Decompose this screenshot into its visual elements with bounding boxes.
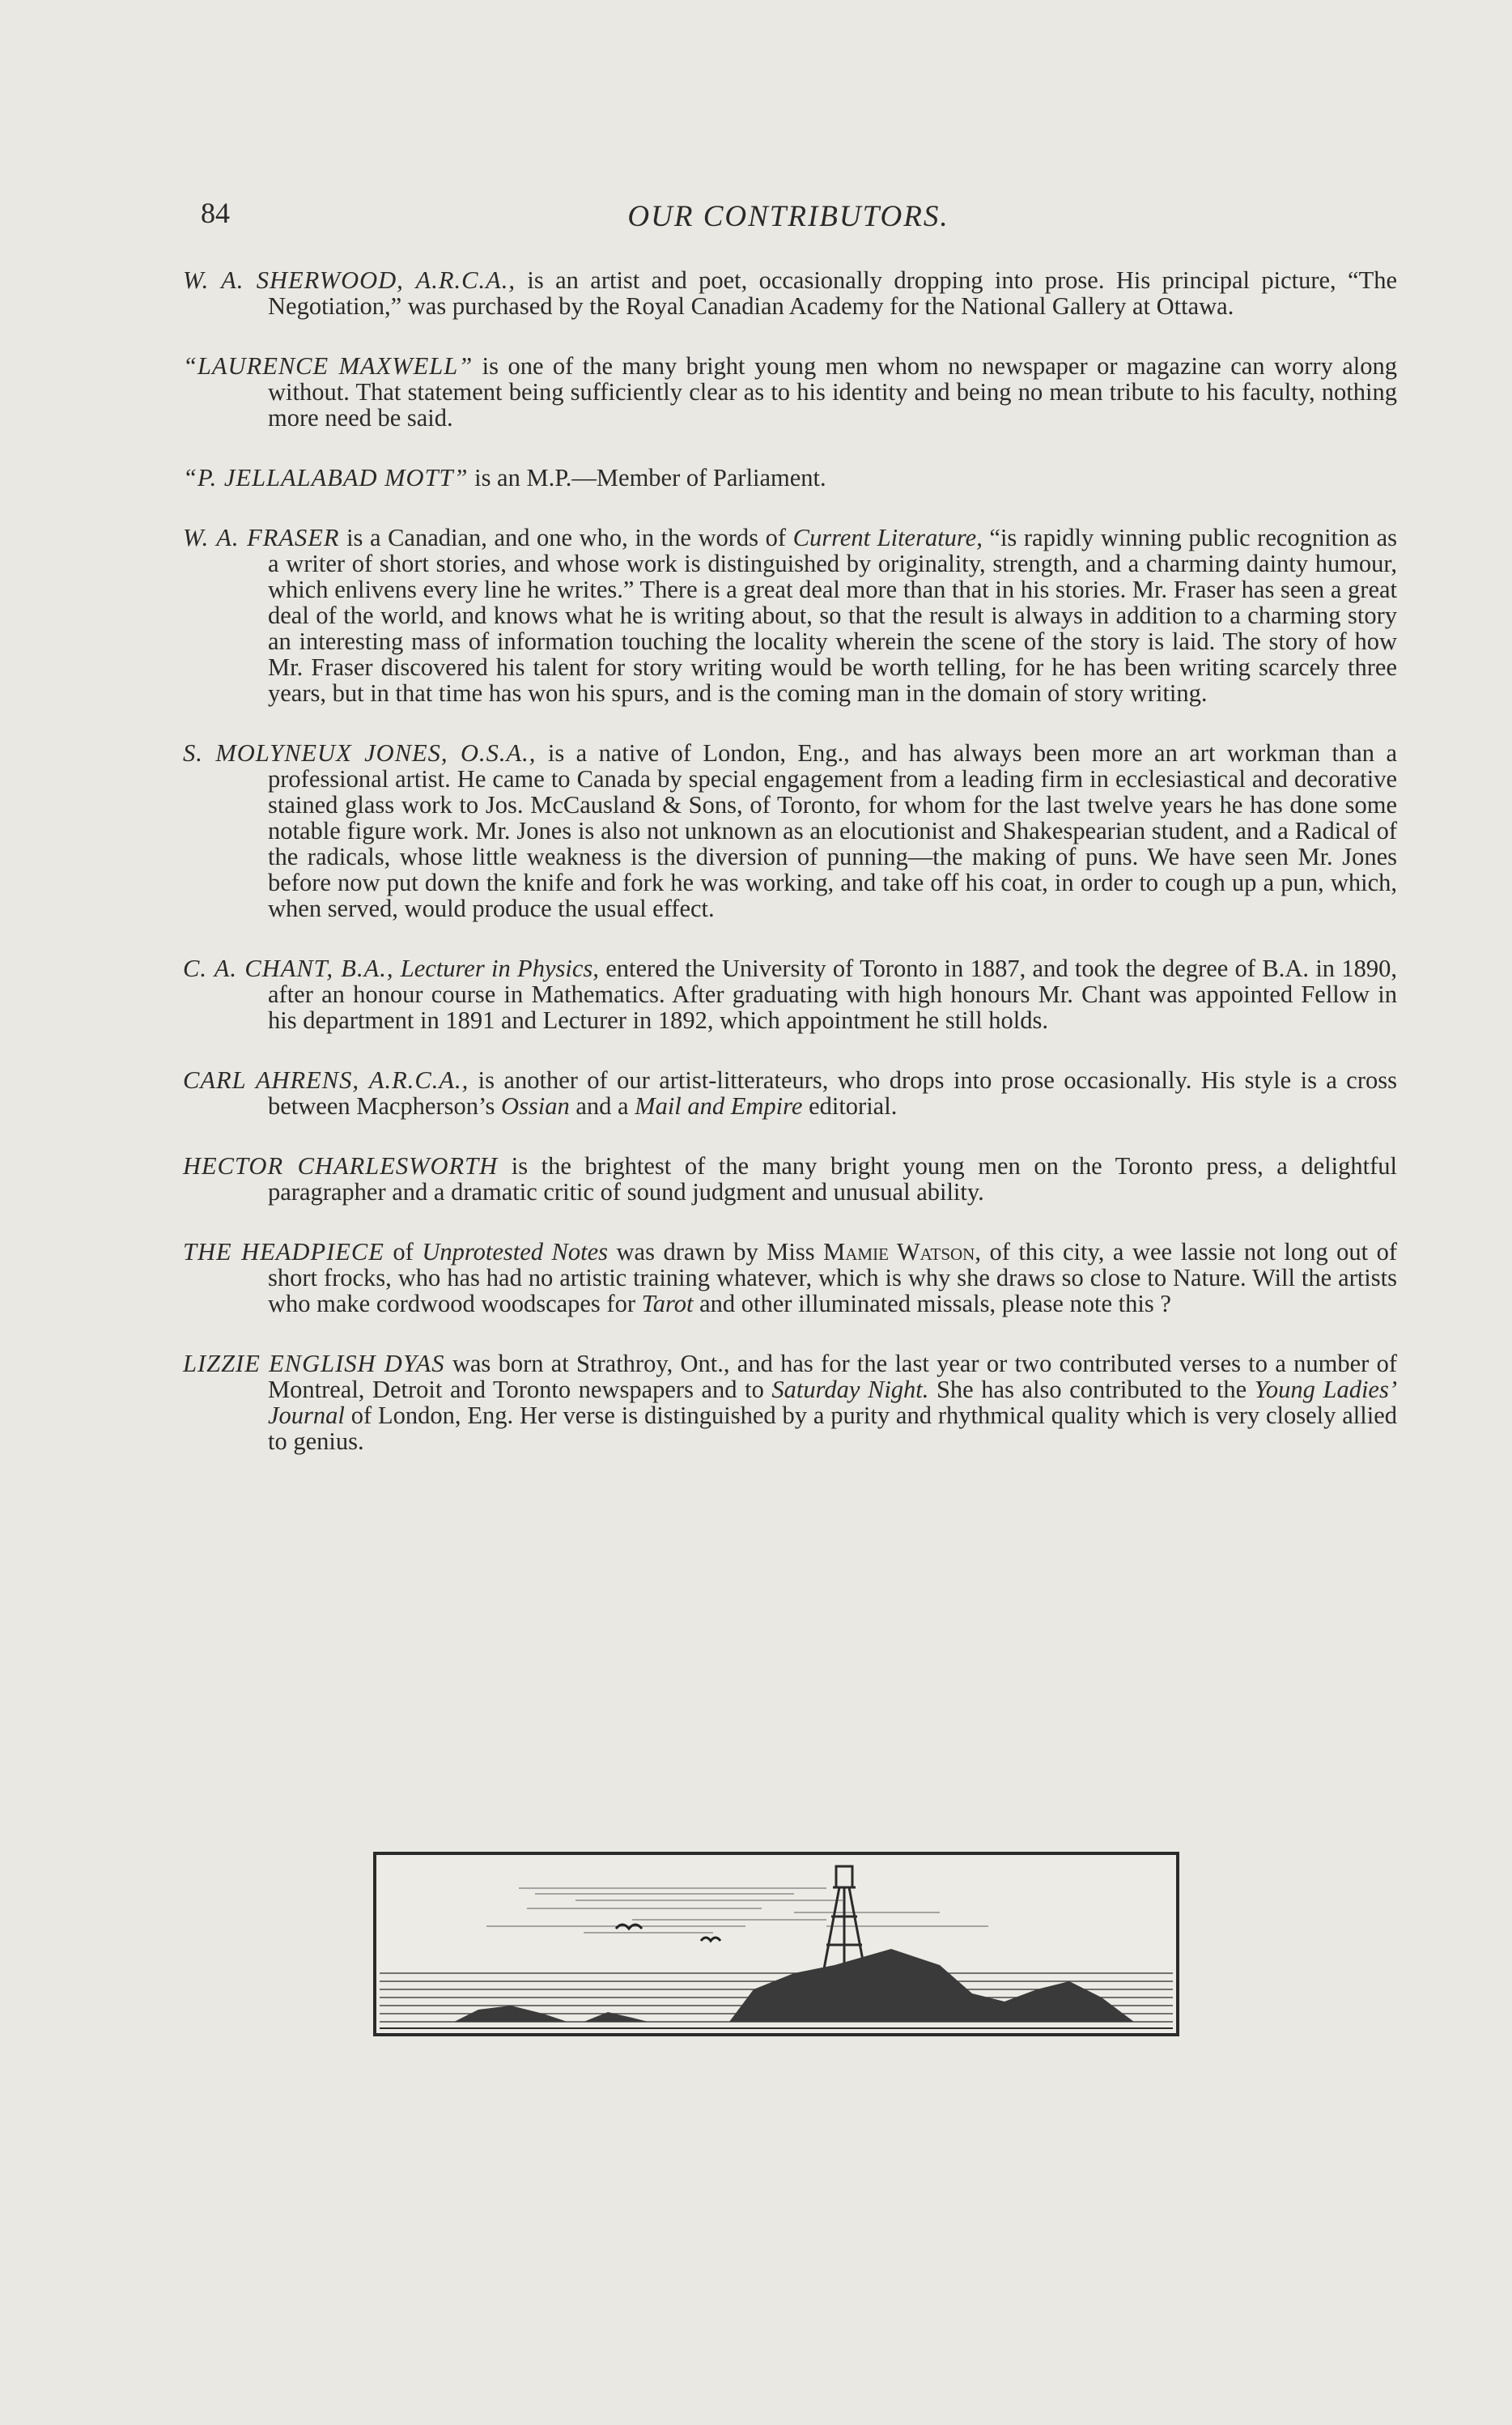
entry-jones <box>183 740 1397 921</box>
entry-ahrens <box>183 1067 1397 1119</box>
entry-mott <box>183 465 1397 491</box>
entry-headpiece <box>183 1239 1397 1317</box>
entry-text: She has also contributed to the <box>936 1376 1247 1403</box>
entry-fraser <box>183 525 1397 706</box>
entry-text: was born at Strathroy, Ont., and has for the last year or two contributed verses to a number of Montreal, Detroit and Toronto newspapers and to <box>268 1350 1398 1403</box>
publication-title: Young Ladies’ Journal <box>268 1376 1397 1429</box>
entry-text: and a <box>575 1092 629 1120</box>
entry-text: is the brightest of the many bright young men on the Toronto press, a delightful paragrapher and a dramatic critic of sound judgment and unusual ability. <box>268 1152 1397 1206</box>
entry-charlesworth <box>183 1153 1397 1205</box>
entry-text: and other illuminated missals, please note this ? <box>699 1290 1171 1317</box>
entry-text: is a Canadian, and one who, in the words of <box>346 524 787 551</box>
publication-title: Tarot <box>641 1290 694 1317</box>
section-title: Unprotested Notes <box>422 1238 608 1266</box>
entry-text: of London, Eng. Her verse is distinguished by a purity and rhythmical quality which is very closely allied to genius. <box>268 1402 1398 1455</box>
contributor-title: Lecturer in Physics, <box>400 955 599 982</box>
contributor-name: THE HEADPIECE <box>183 1238 384 1266</box>
artist-name: Mamie Watson <box>823 1238 975 1266</box>
contributor-name: “P. JELLALABAD MOTT” <box>183 464 469 491</box>
contributor-name: S. MOLYNEUX JONES, O.S.A., <box>183 739 537 767</box>
entry-text: of <box>393 1238 414 1266</box>
lighthouse-vignette <box>373 1852 1179 2036</box>
entry-chant <box>183 955 1397 1033</box>
entry-text: is one of the many bright young men whom no newspaper or magazine can worry along without. That statement being sufficiently clear as to his identity and being no mean tribute to his faculty, nothing more need be said. <box>268 352 1398 432</box>
entry-maxwell <box>183 353 1397 431</box>
entry-text: entered the University of Toronto in 1887, and took the degree of B.A. in 1890, after an honour course in Mathematics. After graduating with high honours Mr. Chant was appointed Fellow in his department in 1891 and Lecturer in 1892, which appointment he still holds. <box>268 955 1397 1034</box>
entry-text: is a native of London, Eng., and has always been more an art workman than a professional artist. He came to Canada by special engagement from a leading firm in ecclesiastical and decorative stained glass work to Jos. McCausland & Sons, of Toronto, for whom for the last twelve years he has done some notable figure work. Mr. Jones is also not unknown as an elocutionist and Shakespearian student, and a Radical of the radicals, whose little weakness is the diversion of punning—the making of puns. We have seen Mr. Jones before now put down the knife and fork he was working, and take off his coat, in order to cough up a pun, which, when served, would produce the usual effect. <box>268 739 1398 922</box>
contributor-name: LIZZIE ENGLISH DYAS <box>183 1350 445 1377</box>
contributor-name: HECTOR CHARLESWORTH <box>183 1152 499 1180</box>
contributors-list <box>183 267 1397 1488</box>
entry-text: , of this city, a wee lassie not long out of short frocks, who has had no artistic training whatever, which is why she draws so close to Nature. Will the artists who make cordwood woodscapes for <box>268 1238 1398 1317</box>
publication-title: Current Literature, <box>792 524 983 551</box>
entry-sherwood <box>183 267 1397 319</box>
contributor-name: W. A. SHERWOOD, A.R.C.A., <box>183 266 516 294</box>
publication-title: Saturday Night. <box>771 1376 929 1403</box>
entry-text: was drawn by Miss <box>616 1238 815 1266</box>
publication-title: Mail and Empire <box>635 1092 803 1120</box>
entry-text: “is rapidly winning public recognition as a writer of short stories, and whose work is distinguished by originality, strength, and a charming dainty humour, which enlivens every line he writes.” There is a great deal more than that in his stories. Mr. Fraser has seen a great deal of the world, and knows what he is writing about, so that the result is always in addition to a charming story an interesting mass of information touching the locality wherein the scene of the story is laid. The story of how Mr. Fraser discovered his talent for story writing would be worth telling, for he has been writing scarcely three years, but in that time has won his spurs, and is the coming man in the domain of story writing. <box>268 524 1398 707</box>
entry-text: editorial. <box>809 1092 898 1120</box>
contributor-name: C. A. CHANT, B.A., <box>183 955 394 982</box>
running-head: OUR CONTRIBUTORS. <box>627 200 949 233</box>
entry-text: is another of our artist-litterateurs, who drops into prose occasionally. His style is a cross between Macpherson’s <box>268 1066 1397 1120</box>
entry-text: is an artist and poet, occasionally dropping into prose. His principal picture, “The Negotiation,” was purchased by the Royal Canadian Academy for the National Gallery at Ottawa. <box>268 266 1398 320</box>
contributor-name: W. A. FRASER <box>183 524 340 551</box>
contributor-name: CARL AHRENS, A.R.C.A., <box>183 1066 469 1094</box>
work-title: Ossian <box>500 1092 570 1120</box>
page-number: 84 <box>201 197 230 229</box>
contributor-name: “LAURENCE MAXWELL” <box>183 352 474 380</box>
entry-text: is an M.P.—Member of Parliament. <box>474 464 826 491</box>
entry-dyas <box>183 1351 1397 1454</box>
